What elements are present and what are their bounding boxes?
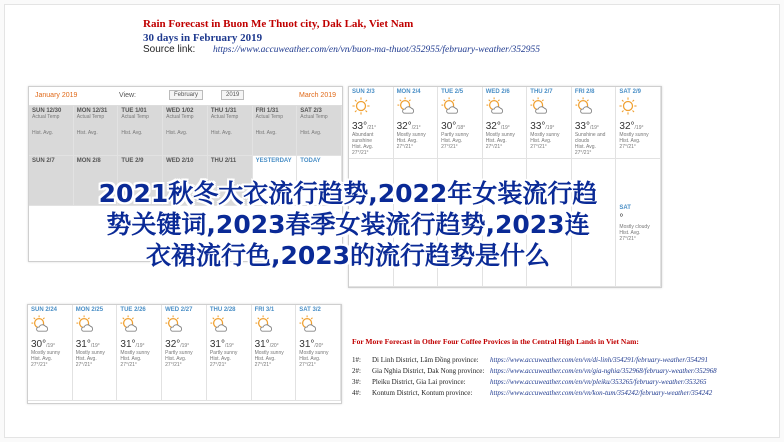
page-title: Rain Forecast in Buon Me Thuot city, Dak Lak, Viet Nam — [143, 18, 414, 30]
day-cell[interactable]: FRI 1/31 Actual Temp Hist. Avg. — [253, 106, 298, 156]
forecast-day-cell[interactable]: SAT 3/2 31°/20° Mostly sunny Hist. Avg. 27°/21° — [296, 305, 341, 401]
sun-cloud-icon — [441, 97, 459, 115]
source-link[interactable]: https://www.accuweather.com/en/vn/buon-ma-thuot/352955/february-weather/352955 — [213, 45, 541, 55]
sun-cloud-icon — [397, 97, 415, 115]
day-cell[interactable]: TUE 1/01 Actual Temp Hist. Avg. — [118, 106, 163, 156]
month-select[interactable]: February — [169, 90, 203, 100]
day-cell[interactable]: THU 2/11 — [208, 156, 253, 206]
forecast-day-cell[interactable] — [349, 159, 394, 287]
forecast-panel-right — [348, 86, 662, 288]
next-month-link[interactable]: March 2019 — [299, 92, 336, 99]
calendar-row-2 — [29, 156, 342, 206]
sun-cloud-icon — [76, 315, 94, 333]
forecast-day-cell[interactable]: FRI 2/8 33°/19° Sunshine and clouds Hist. Avg. 27°/21° — [572, 87, 617, 159]
day-cell[interactable]: WED 2/10 — [163, 156, 208, 206]
day-cell[interactable]: TODAY — [297, 156, 342, 206]
day-cell[interactable]: THU 1/31 Actual Temp Hist. Avg. — [208, 106, 253, 156]
forecast-day-cell[interactable]: TUE 2/26 31°/19° Mostly sunny Hist. Avg. 27°/21° — [117, 305, 162, 401]
forecast-day-cell[interactable]: MON 2/25 31°/19° Mostly sunny Hist. Avg. 27°/21° — [73, 305, 118, 401]
forecast-day-cell[interactable]: THU 2/7 33°/19° Mostly sunny Hist. Avg. 27°/21° — [527, 87, 572, 159]
sun-cloud-icon — [255, 315, 273, 333]
sun-cloud-icon — [299, 315, 317, 333]
more-forecast-section — [352, 337, 772, 398]
sun-cloud-icon — [120, 315, 138, 333]
view-label: View: — [119, 92, 136, 99]
forecast-day-cell[interactable] — [438, 159, 483, 287]
calendar-header — [29, 87, 342, 106]
forecast-day-cell[interactable]: WED 2/6 32°/19° Mostly sunny Hist. Avg. 27°/21° — [483, 87, 528, 159]
day-cell[interactable]: MON 2/8 — [74, 156, 119, 206]
forecast-day-cell[interactable]: MON 2/4 32°/21° Mostly sunny Hist. Avg. 27°/21° — [394, 87, 439, 159]
sun-cloud-icon — [530, 97, 548, 115]
list-item: 4#: Kontum District, Kontum province: https://www.accuweather.com/en/vn/kon-tum/354242/february-weather/354242 — [352, 389, 713, 397]
watermark-line-3: 衣裙流行色,2023的流行趋势是什么 — [145, 241, 551, 270]
sun-icon — [352, 97, 370, 115]
list-item: 2#: Gia Nghia District, Dak Nong province: https://www.accuweather.com/en/vn/gia-nghia/352968/february-weather/352968 — [352, 367, 717, 375]
forecast-link[interactable]: https://www.accuweather.com/en/vn/di-linh/354291/february-weather/354291 — [490, 356, 709, 364]
forecast-day-cell[interactable] — [483, 159, 528, 287]
more-forecast-title: For More Forecast in Other Four Coffee Provices in the Central High Lands in Viet Nam: — [352, 337, 639, 346]
sun-cloud-icon — [31, 315, 49, 333]
watermark-line-1: 2021秋冬大衣流行趋势,2022年女装流行趋 — [98, 179, 598, 208]
forecast-day-cell[interactable]: THU 2/28 31°/19° Partly sunny Hist. Avg. 27°/21° — [207, 305, 252, 401]
day-cell[interactable]: MON 12/31 Actual Temp Hist. Avg. — [74, 106, 119, 156]
sun-cloud-icon — [575, 97, 593, 115]
forecast-row — [28, 305, 341, 401]
year-select[interactable]: 2019 — [221, 90, 244, 100]
day-cell[interactable]: SUN 12/30 Actual Temp Hist. Avg. — [29, 106, 74, 156]
list-item: 3#: Pleiku District, Gia Lai province: https://www.accuweather.com/en/vn/pleiku/353265/february-weather/353265 — [352, 378, 707, 386]
forecast-day-cell[interactable] — [394, 159, 439, 287]
sun-cloud-icon — [165, 315, 183, 333]
watermark-line-2: 势关键词,2023春季女装流行趋势,2023连 — [106, 210, 590, 239]
forecast-day-cell[interactable]: SAT 2/9 32°/19° Mostly sunny Hist. Avg. 27°/21° — [616, 87, 661, 159]
forecast-day-cell[interactable]: TUE 2/5 30°/18° Partly sunny Hist. Avg. 27°/21° — [438, 87, 483, 159]
forecast-day-cell[interactable]: SAT ° Mostly cloudy Hist. Avg. 27°/21° — [616, 159, 661, 287]
forecast-link[interactable]: https://www.accuweather.com/en/vn/gia-nghia/352968/february-weather/352968 — [490, 367, 717, 375]
forecast-day-cell[interactable]: SUN 2/24 30°/19° Mostly sunny Hist. Avg. 27°/21° — [28, 305, 73, 401]
source-label: Source link: — [143, 44, 196, 55]
forecast-panel-bottom — [27, 304, 342, 404]
forecast-day-cell[interactable]: WED 2/27 32°/19° Partly sunny Hist. Avg. 27°/21° — [162, 305, 207, 401]
forecast-day-cell[interactable] — [527, 159, 572, 287]
forecast-row-2 — [349, 159, 661, 287]
forecast-day-cell[interactable]: FRI 3/1 31°/20° Mostly sunny Hist. Avg. 27°/21° — [252, 305, 297, 401]
sun-cloud-icon — [486, 97, 504, 115]
page-subtitle: 30 days in February 2019 — [143, 32, 263, 44]
prev-month-link[interactable]: January 2019 — [35, 92, 78, 99]
calendar-panel-top — [28, 86, 343, 262]
forecast-link[interactable]: https://www.accuweather.com/en/vn/pleiku/353265/february-weather/353265 — [490, 378, 707, 386]
forecast-day-cell[interactable] — [572, 159, 617, 287]
day-cell[interactable]: SAT 2/3 Actual Temp Hist. Avg. — [297, 106, 342, 156]
forecast-link[interactable]: https://www.accuweather.com/en/vn/kon-tum/354242/february-weather/354242 — [490, 389, 713, 397]
day-cell[interactable]: YESTERDAY — [253, 156, 298, 206]
day-cell[interactable]: TUE 2/9 — [118, 156, 163, 206]
sun-icon — [619, 97, 637, 115]
sun-cloud-icon — [210, 315, 228, 333]
list-item: 1#: Di Linh District, Lâm Đồng province: https://www.accuweather.com/en/vn/di-linh/354291/february-weather/354291 — [352, 356, 709, 364]
forecast-day-cell[interactable]: SUN 2/3 33°/21° Abundant sunshine Hist. Avg. 27°/21° — [349, 87, 394, 159]
calendar-row-1 — [29, 106, 342, 156]
forecast-row-1 — [349, 87, 661, 159]
day-cell[interactable]: SUN 2/7 — [29, 156, 74, 206]
day-cell[interactable]: WED 1/02 Actual Temp Hist. Avg. — [163, 106, 208, 156]
